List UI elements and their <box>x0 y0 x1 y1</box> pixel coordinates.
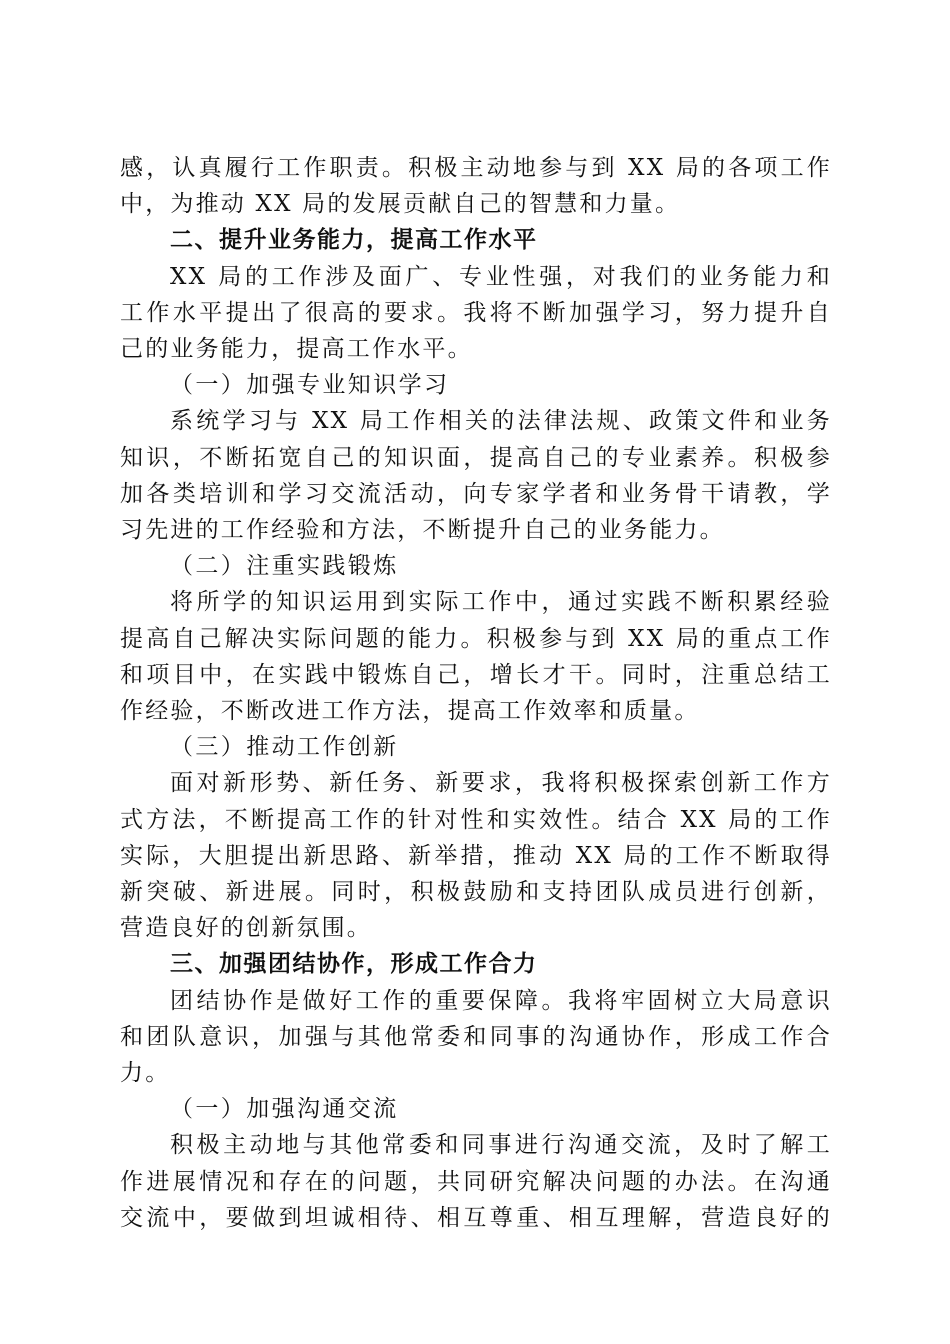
subsection-heading: （二）注重实践锻炼 <box>170 553 399 580</box>
text-line: 工作水平提出了很高的要求。我将不断加强学习，努力提升自 <box>120 299 832 326</box>
subsection-heading: （三）推动工作创新 <box>170 734 399 761</box>
text-line: 营造良好的创新氛围。 <box>120 915 372 942</box>
subsection-heading: （一）加强专业知识学习 <box>170 372 450 399</box>
text-line: 力。 <box>120 1060 171 1087</box>
text-line: 交流中，要做到坦诚相待、相互尊重、相互理解，营造良好的 <box>120 1204 832 1231</box>
text-line: XX 局的工作涉及面广、专业性强，对我们的业务能力和 <box>170 263 832 290</box>
subsection-heading: （一）加强沟通交流 <box>170 1096 399 1123</box>
section-heading: 二、提升业务能力，提高工作水平 <box>170 227 538 254</box>
text-line: 团结协作是做好工作的重要保障。我将牢固树立大局意识 <box>170 987 832 1014</box>
section-heading: 三、加强团结协作，形成工作合力 <box>170 951 538 978</box>
text-line: 面对新形势、新任务、新要求，我将积极探索创新工作方 <box>170 770 832 797</box>
text-line: 系统学习与 XX 局工作相关的法律法规、政策文件和业务 <box>170 408 832 435</box>
text-line: 和团队意识，加强与其他常委和同事的沟通协作，形成工作合 <box>120 1023 832 1050</box>
text-line: 实际，大胆提出新思路、新举措，推动 XX 局的工作不断取得 <box>120 842 832 869</box>
text-line: 习先进的工作经验和方法，不断提升自己的业务能力。 <box>120 517 725 544</box>
text-line: 作经验，不断改进工作方法，提高工作效率和质量。 <box>120 698 700 725</box>
text-line: 知识，不断拓宽自己的知识面，提高自己的专业素养。积极参 <box>120 444 832 471</box>
text-line: 己的业务能力，提高工作水平。 <box>120 336 473 363</box>
text-line: 将所学的知识运用到实际工作中，通过实践不断积累经验 <box>170 589 832 616</box>
text-line: 作进展情况和存在的问题，共同研究解决问题的办法。在沟通 <box>120 1168 832 1195</box>
document-page <box>120 150 832 1236</box>
text-line: 加各类培训和学习交流活动，向专家学者和业务骨干请教，学 <box>120 480 832 507</box>
text-line: 式方法，不断提高工作的针对性和实效性。结合 XX 局的工作 <box>120 806 832 833</box>
text-line: 中，为推动 XX 局的发展贡献自己的智慧和力量。 <box>120 191 681 218</box>
text-line: 感，认真履行工作职责。积极主动地参与到 XX 局的各项工作 <box>120 155 832 181</box>
text-line: 和项目中，在实践中锻炼自己，增长才干。同时，注重总结工 <box>120 661 832 688</box>
text-line: 提高自己解决实际问题的能力。积极参与到 XX 局的重点工作 <box>120 625 832 652</box>
text-line: 新突破、新进展。同时，积极鼓励和支持团队成员进行创新， <box>120 879 832 906</box>
text-line: 积极主动地与其他常委和同事进行沟通交流，及时了解工 <box>170 1132 832 1159</box>
